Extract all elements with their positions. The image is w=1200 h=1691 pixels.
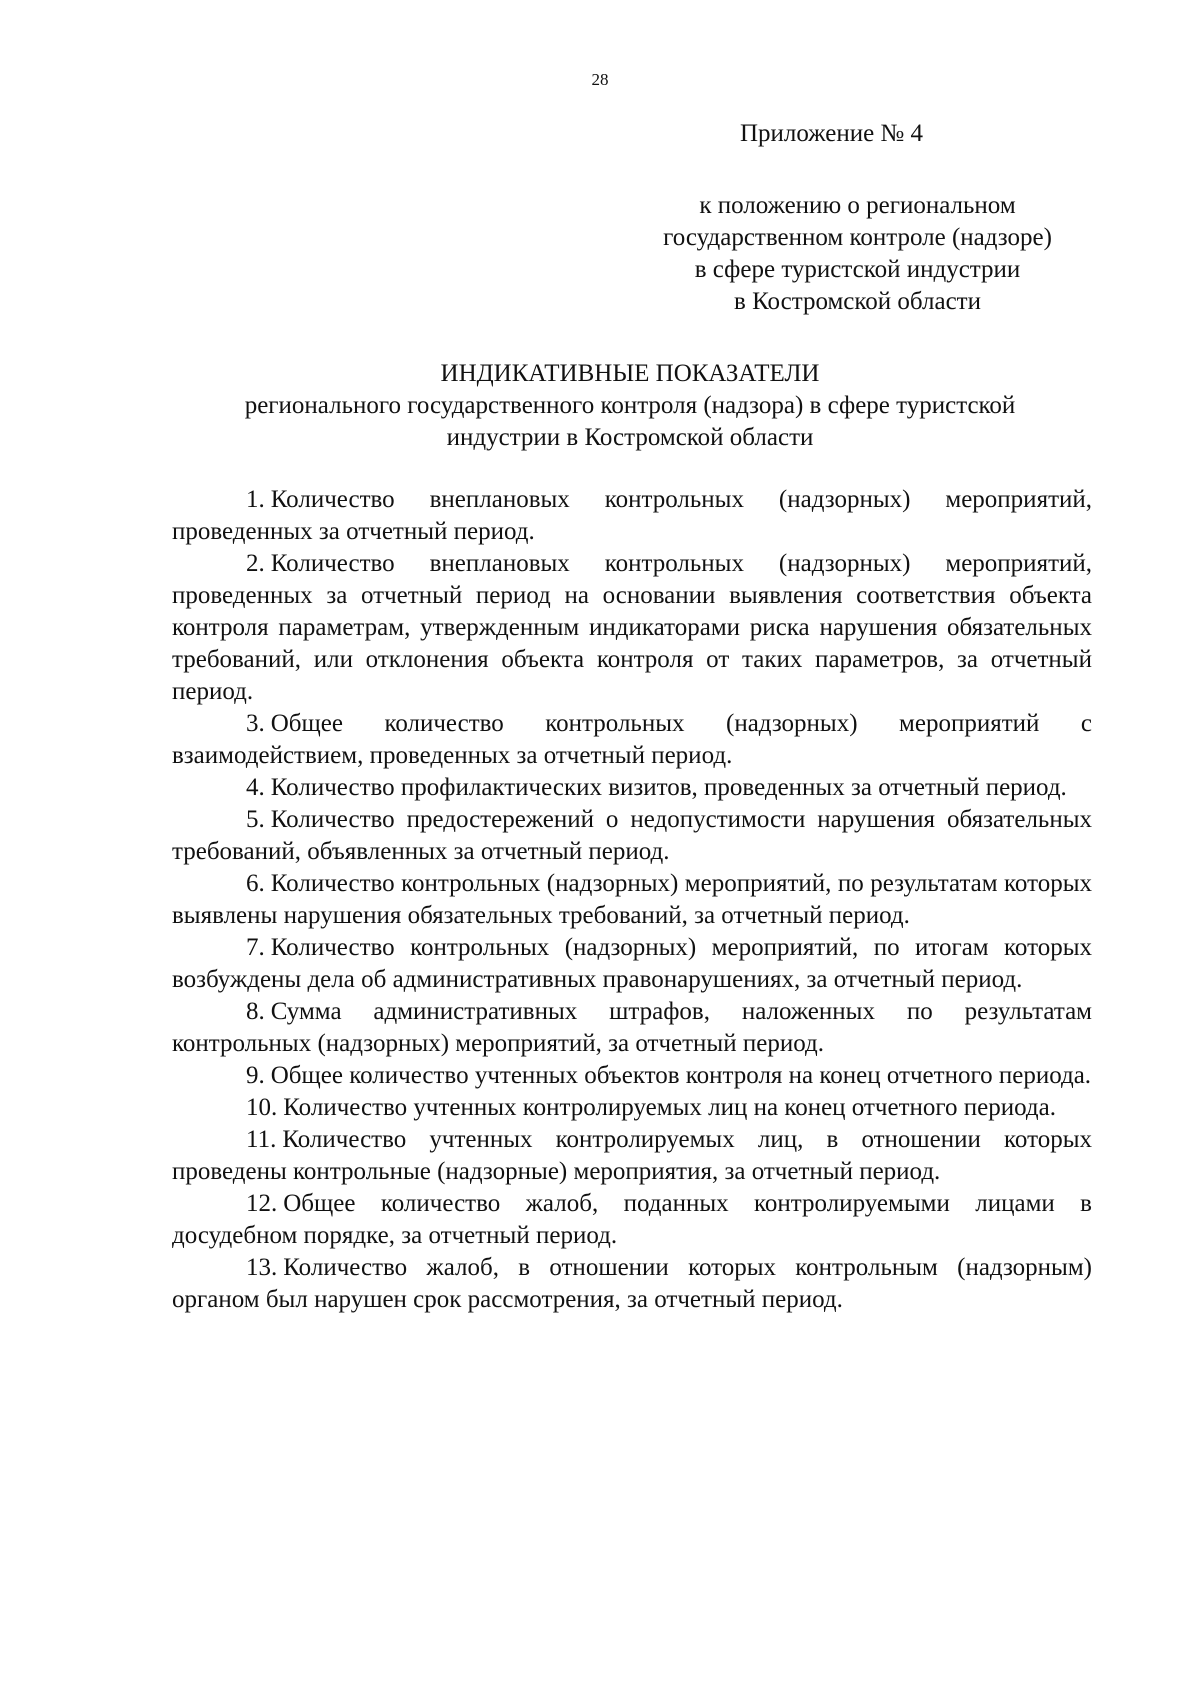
- item-number: 2.: [246, 550, 265, 577]
- item-number: 6.: [246, 870, 265, 897]
- item-text: Количество внеплановых контрольных (надзорных) мероприятий, проведенных за отчетный период на основании выявления соответствия объекта контроля параметрам, утвержденным индикаторами риска нарушения обязательных требований, или отклонения объекта контроля от таких параметров, за отчетный период.: [172, 550, 1092, 705]
- item-number: 7.: [246, 934, 265, 961]
- item-number: 8.: [246, 998, 265, 1025]
- heading-title: ИНДИКАТИВНЫЕ ПОКАЗАТЕЛИ: [440, 360, 820, 387]
- item-text: Количество жалоб, в отношении которых контрольным (надзорным) органом был нарушен срок рассмотрения, за отчетный период.: [172, 1254, 1092, 1313]
- item-number: 1.: [246, 486, 265, 513]
- item-text: Количество внеплановых контрольных (надзорных) мероприятий, проведенных за отчетный период.: [172, 486, 1092, 545]
- item-text: Общее количество жалоб, поданных контролируемыми лицами в досудебном порядке, за отчетный период.: [172, 1190, 1092, 1249]
- appendix-subtitle-line: в Костромской области: [734, 288, 981, 315]
- list-item: [172, 708, 1092, 772]
- item-number: 4.: [246, 774, 265, 801]
- appendix-subtitle: [620, 190, 1095, 318]
- item-text: Сумма административных штрафов, наложенных по результатам контрольных (надзорных) мероприятий, за отчетный период.: [172, 998, 1092, 1057]
- item-text: Количество контрольных (надзорных) мероприятий, по итогам которых возбуждены дела об административных правонарушениях, за отчетный период.: [172, 934, 1092, 993]
- item-number: 3.: [246, 710, 265, 737]
- list-item: [172, 772, 1092, 804]
- item-text: Общее количество контрольных (надзорных) мероприятий с взаимодействием, проведенных за отчетный период.: [172, 710, 1092, 769]
- list-item: [172, 548, 1092, 708]
- list-item: [172, 1252, 1092, 1316]
- heading-subtitle-line: регионального государственного контроля (надзора) в сфере туристской: [244, 392, 1016, 419]
- item-number: 10.: [246, 1094, 278, 1121]
- item-number: 9.: [246, 1062, 265, 1089]
- item-text: Количество учтенных контролируемых лиц на конец отчетного периода.: [283, 1094, 1056, 1121]
- list-item: [172, 1188, 1092, 1252]
- list-item: [172, 1060, 1092, 1092]
- item-number: 11.: [246, 1126, 277, 1153]
- item-text: Количество учтенных контролируемых лиц, в отношении которых проведены контрольные (надзорные) мероприятия, за отчетный период.: [172, 1126, 1092, 1185]
- item-text: Общее количество учтенных объектов контроля на конец отчетного периода.: [270, 1062, 1092, 1089]
- indicator-list: [172, 484, 1092, 1316]
- item-text: Количество профилактических визитов, проведенных за отчетный период.: [270, 774, 1067, 801]
- item-number: 12.: [246, 1190, 278, 1217]
- page-number: 28: [591, 70, 609, 89]
- item-text: Количество контрольных (надзорных) мероприятий, по результатам которых выявлены нарушения обязательных требований, за отчетный период.: [172, 870, 1092, 929]
- list-item: [172, 996, 1092, 1060]
- list-item: [172, 868, 1092, 932]
- appendix-title: Приложение № 4: [740, 120, 924, 147]
- list-item: [172, 484, 1092, 548]
- appendix-subtitle-line: к положению о региональном: [699, 192, 1016, 219]
- list-item: [172, 804, 1092, 868]
- appendix-subtitle-line: в сфере туристской индустрии: [694, 256, 1021, 283]
- item-number: 5.: [246, 806, 265, 833]
- heading-subtitle-line: индустрии в Костромской области: [446, 424, 814, 451]
- item-text: Количество предостережений о недопустимости нарушения обязательных требований, объявленных за отчетный период.: [172, 806, 1092, 865]
- list-item: [172, 932, 1092, 996]
- appendix-subtitle-line: государственном контроле (надзоре): [663, 224, 1052, 251]
- list-item: [172, 1092, 1092, 1124]
- document-heading: [170, 358, 1090, 454]
- item-number: 13.: [246, 1254, 278, 1281]
- list-item: [172, 1124, 1092, 1188]
